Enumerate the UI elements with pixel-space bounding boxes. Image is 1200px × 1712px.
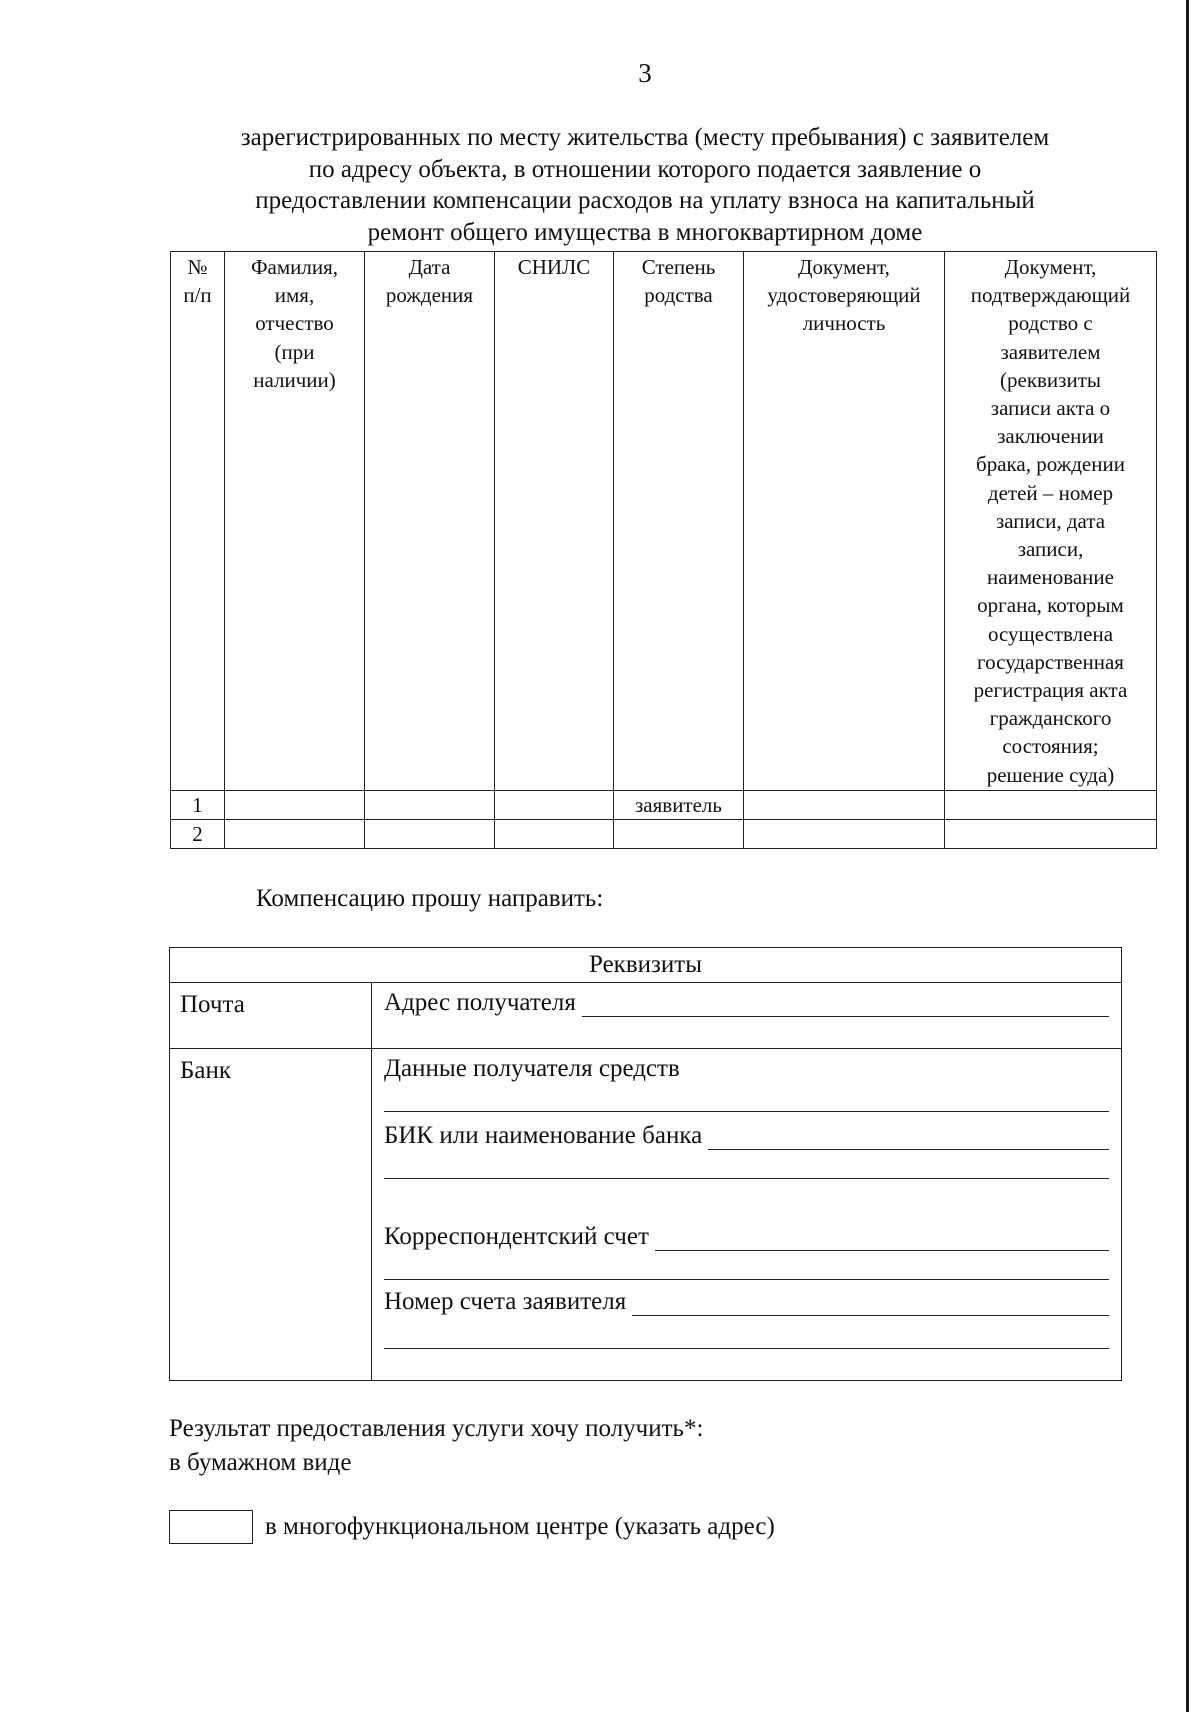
column-header-line: заключении (997, 424, 1104, 449)
table-cell[interactable]: заявитель (614, 790, 744, 819)
table-row (171, 820, 1157, 849)
corr-account-field[interactable] (655, 1226, 1109, 1251)
column-header-line: осуществлена (987, 621, 1114, 646)
result-line: в бумажном виде (169, 1449, 352, 1476)
table-cell[interactable] (225, 820, 365, 849)
bank-label: Банк (170, 1049, 372, 1381)
column-header-line: гражданского (989, 706, 1112, 731)
applicant-account-field-extra[interactable] (384, 1316, 1109, 1349)
column-header-line: Фамилия, (250, 255, 339, 279)
column-header-line: брака, рождении (976, 452, 1125, 477)
mfc-option-label: в многофункциональном центре (указать адрес) (265, 1513, 775, 1540)
table-cell[interactable] (744, 790, 945, 819)
table-row (171, 790, 1157, 819)
column-header-line: рождения (385, 283, 474, 308)
bank-details (372, 1049, 1122, 1381)
column-header-line: состояния; (1002, 734, 1099, 759)
page-number: 3 (638, 58, 652, 88)
column-header-line: наличии) (253, 367, 336, 392)
column-header-line: Дата (408, 255, 451, 279)
bank-bik-field[interactable] (708, 1125, 1109, 1150)
page-edge-line (1186, 0, 1189, 1712)
compensation-label: Компенсацию прошу направить: (256, 885, 604, 912)
column-header-line: родства (644, 283, 713, 308)
result-line: Результат предоставления услуги хочу получить*: (169, 1415, 704, 1442)
mfc-option-row (169, 1510, 775, 1544)
heading-line: зарегистрированных по месту жительства (месту пребывания) с заявителем (240, 124, 1050, 151)
corr-account-field-extra[interactable] (384, 1251, 1109, 1280)
column-header-line: отчество (255, 311, 334, 336)
column-header (495, 252, 614, 791)
column-header-line: решение суда) (986, 762, 1115, 787)
result-section (169, 1412, 703, 1480)
column-header (171, 252, 225, 791)
bank-recipient-label: Данные получателя средств (384, 1055, 680, 1082)
column-header-line: заявителем (1000, 339, 1101, 364)
column-header-line: записи, дата (995, 508, 1106, 533)
column-header-line: регистрация акта (973, 678, 1128, 703)
bank-recipient-field[interactable] (384, 1083, 1109, 1112)
requisites-table (169, 947, 1122, 1381)
column-header-line: (реквизиты (1000, 367, 1101, 392)
column-header-line: подтверждающий (970, 283, 1131, 308)
table-cell[interactable] (744, 820, 945, 849)
bank-bik-label: БИК или наименование банка (384, 1122, 703, 1149)
family-members-table (170, 251, 1157, 849)
column-header-line: записи, (1017, 537, 1084, 562)
column-header (225, 252, 365, 791)
column-header-line: Документ, (1004, 255, 1097, 279)
recipient-address-field[interactable] (582, 992, 1109, 1017)
column-header-line: удостоверяющий (767, 283, 921, 308)
column-header-line: родство с (1008, 311, 1093, 336)
row-number-cell: 1 (171, 790, 225, 819)
bank-bik-field-extra[interactable] (384, 1150, 1109, 1179)
applicant-account-field[interactable] (632, 1291, 1109, 1316)
mail-details (372, 983, 1122, 1049)
heading-line: по адресу объекта, в отношении которого подается заявление о (308, 155, 982, 183)
requisites-title: Реквизиты (170, 948, 1122, 983)
table-cell[interactable] (495, 790, 614, 819)
heading-line: ремонт общего имущества в многоквартирном доме (367, 218, 923, 246)
column-header (945, 252, 1157, 791)
recipient-address-label: Адрес получателя (384, 989, 576, 1016)
column-header-line: записи акта о (990, 396, 1111, 421)
column-header-line: государственная (977, 649, 1124, 674)
heading-line: предоставлении компенсации расходов на уплату взноса на капитальный (255, 187, 1035, 214)
column-header-line: Документ, (798, 255, 890, 279)
column-header-line: наименование (987, 565, 1114, 590)
column-header (744, 252, 945, 791)
table-cell[interactable] (225, 790, 365, 819)
column-header-line: имя, (274, 283, 315, 308)
column-header-line: п/п (183, 283, 212, 308)
column-header (614, 252, 744, 791)
mfc-checkbox[interactable] (169, 1510, 253, 1544)
column-header (365, 252, 495, 791)
table-cell[interactable] (365, 820, 495, 849)
column-header-line: органа, которым (977, 593, 1124, 618)
row-number-cell: 2 (171, 820, 225, 849)
table-cell[interactable] (945, 790, 1157, 819)
table-header-row (171, 252, 1157, 791)
mail-label: Почта (170, 983, 372, 1049)
table-cell[interactable] (945, 820, 1157, 849)
table-cell[interactable] (365, 790, 495, 819)
column-header-line: Степень (641, 255, 716, 279)
column-header-line: (при (274, 339, 315, 364)
corr-account-label: Корреспондентский счет (384, 1223, 649, 1250)
table-cell[interactable] (614, 820, 744, 849)
column-header-line: № (187, 255, 208, 279)
table-body (171, 790, 1157, 848)
table-cell[interactable] (495, 820, 614, 849)
column-header-line: детей – номер (987, 480, 1114, 505)
column-header-line: личность (802, 311, 886, 336)
table-heading (150, 122, 1140, 248)
applicant-account-label: Номер счета заявителя (384, 1288, 627, 1315)
column-header-line: СНИЛС (517, 255, 591, 279)
